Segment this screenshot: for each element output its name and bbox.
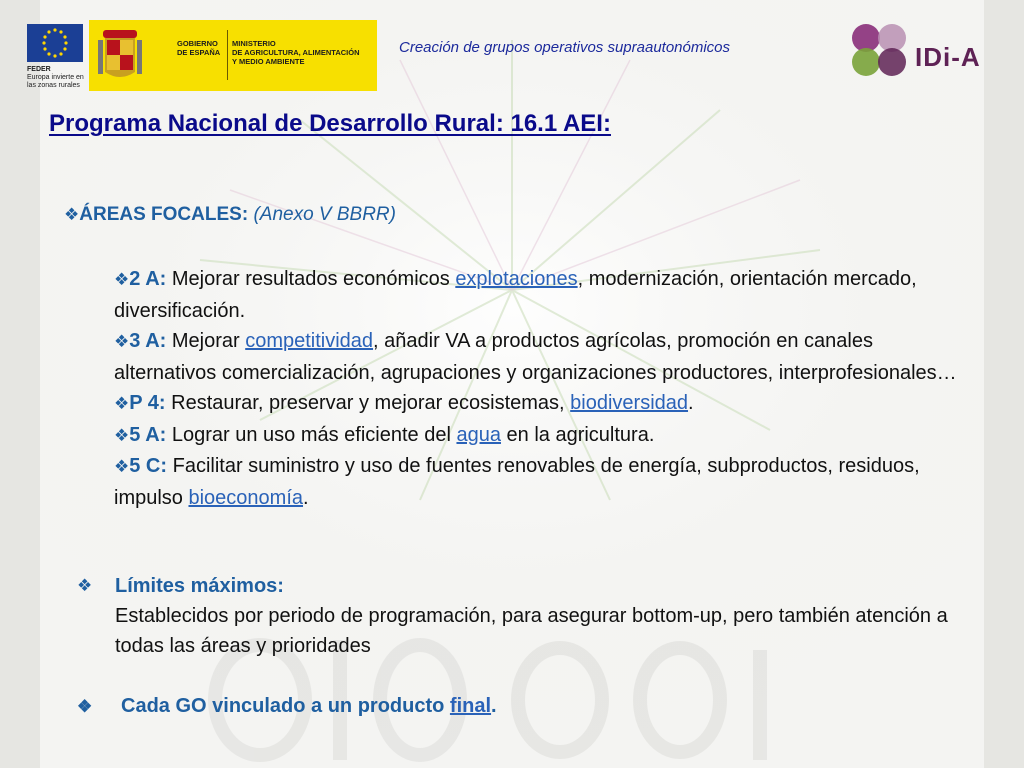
area-code: 5 A: — [129, 423, 167, 446]
area-link[interactable]: explotaciones — [455, 268, 578, 290]
list-item — [114, 388, 974, 420]
diamond-bullet-icon: ❖ — [114, 457, 130, 476]
area-text: Lograr un uso más eficiente del — [166, 423, 457, 446]
focal-annex: (Anexo V BBRR) — [253, 204, 396, 225]
presentation-subtitle: Creación de grupos operativos supraautonómicos — [399, 39, 731, 56]
area-code: 3 A: — [129, 330, 167, 352]
diamond-bullet-icon: ❖ — [77, 697, 93, 716]
gov-name-line-1: GOBIERNO — [177, 39, 218, 48]
go-statement — [77, 695, 497, 718]
diamond-bullet-icon: ❖ — [114, 270, 130, 289]
ministry-line-3: Y MEDIO AMBIENTE — [232, 57, 305, 66]
go-text-end: . — [491, 695, 497, 717]
area-code: 5 C: — [129, 455, 168, 477]
ministry-line-2: DE AGRICULTURA, ALIMENTACIÓN — [232, 48, 360, 57]
limits-section — [77, 571, 977, 661]
limits-text: Establecidos por periodo de programación, para asegurar bottom-up, pero también atención a todas las áreas y prioridades — [115, 605, 948, 657]
feder-slogan-1: Europa invierte en — [27, 74, 84, 81]
focal-areas-heading — [64, 204, 396, 226]
area-link[interactable]: competitividad — [245, 330, 374, 352]
area-text: Mejorar — [166, 330, 246, 352]
area-text: Mejorar resultados económicos — [166, 268, 456, 290]
go-text: Cada GO vinculado a un producto — [121, 695, 450, 717]
focal-areas-list — [114, 264, 974, 513]
area-text: , modernización, orientación mercado, diversificación. — [114, 268, 917, 322]
diamond-bullet-icon: ❖ — [64, 205, 80, 224]
diamond-bullet-icon: ❖ — [114, 332, 130, 351]
area-text: . — [688, 392, 694, 414]
area-code: 2 A: — [129, 268, 167, 290]
list-item — [114, 420, 974, 452]
area-link[interactable]: bioeconomía — [188, 486, 304, 509]
area-text: Restaurar, preservar y mejorar ecosistemas, — [165, 392, 571, 414]
diamond-bullet-icon: ❖ — [114, 394, 130, 413]
ministry-line-1: MINISTERIO — [232, 39, 276, 48]
area-text: . — [303, 486, 309, 509]
area-link[interactable]: biodiversidad — [570, 392, 689, 414]
area-code: P 4: — [129, 392, 166, 414]
diamond-bullet-icon: ❖ — [77, 576, 93, 595]
limits-row — [77, 571, 977, 661]
focal-label: ÁREAS FOCALES: — [79, 204, 249, 225]
list-item — [114, 451, 974, 513]
limits-label: Límites máximos: — [115, 575, 284, 597]
list-item — [114, 326, 974, 388]
area-text: Facilitar suministro y uso de fuentes renovables de energía, subproductos, residuos, impulso — [114, 455, 920, 509]
go-link[interactable]: final — [449, 695, 492, 717]
limits-body — [115, 571, 977, 661]
area-text: , añadir VA a productos agrícolas, promoción en canales alternativos comercialización, agrupaciones y organizaciones productores, interprofesionales… — [114, 330, 957, 384]
list-item — [114, 264, 974, 326]
gov-name-line-2: DE ESPAÑA — [177, 48, 221, 57]
area-text: en la agricultura. — [500, 423, 655, 446]
area-link[interactable]: agua — [456, 423, 501, 446]
feder-label: FEDER — [27, 66, 51, 73]
diamond-bullet-icon: ❖ — [114, 425, 130, 445]
ida-logo-text: IDi-A — [915, 42, 981, 72]
page-title: Programa Nacional de Desarrollo Rural: 16.1 AEI: — [49, 110, 611, 137]
feder-slogan-2: las zonas rurales — [27, 82, 80, 89]
